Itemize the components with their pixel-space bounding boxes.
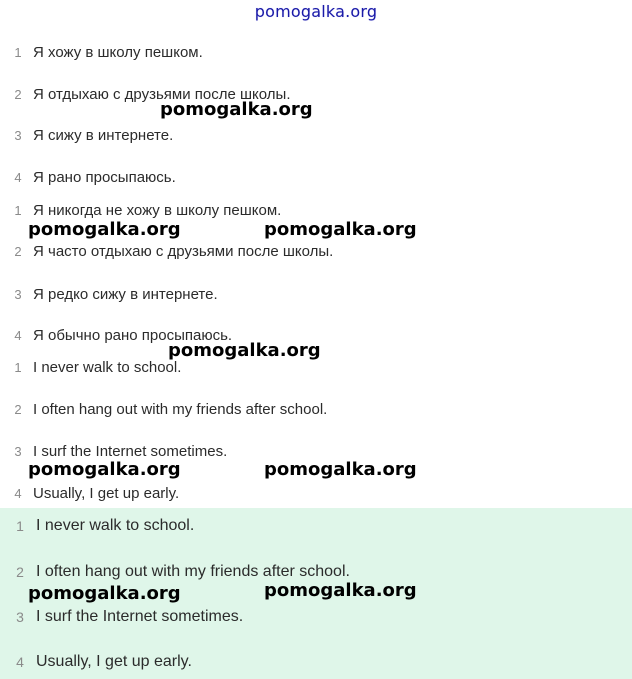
- list-item: [0, 83, 632, 105]
- list-item: [0, 166, 632, 188]
- item-text: Я обычно рано просыпаюсь.: [33, 326, 233, 344]
- item-number: 1: [16, 518, 24, 534]
- watermark: pomogalka.org: [168, 340, 321, 361]
- item-text: Я отдыхаю с друзьями после школы.: [33, 85, 291, 103]
- watermark: pomogalka.org: [264, 580, 417, 601]
- item-text: I surf the Internet sometimes.: [36, 608, 244, 625]
- item-text: Я никогда не хожу в школу пешком.: [33, 201, 282, 219]
- item-text: I often hang out with my friends after school.: [33, 400, 328, 418]
- item-text: Usually, I get up early.: [36, 653, 192, 670]
- list-item: [0, 199, 632, 221]
- watermark: pomogalka.org: [160, 99, 313, 120]
- item-number: 3: [14, 286, 22, 302]
- item-number: 2: [14, 401, 22, 417]
- item-text: Usually, I get up early.: [33, 484, 180, 502]
- list-item: [0, 515, 632, 537]
- list-item: [0, 240, 632, 262]
- item-text: I never walk to school.: [36, 517, 195, 534]
- item-number: 2: [16, 564, 24, 580]
- item-number: 2: [14, 86, 22, 102]
- watermark: pomogalka.org: [28, 219, 181, 240]
- list-item: [0, 482, 632, 504]
- item-number: 1: [14, 359, 22, 375]
- list-item: [0, 651, 632, 673]
- watermark: pomogalka.org: [264, 459, 417, 480]
- item-text: Я рано просыпаюсь.: [33, 168, 176, 186]
- item-text: I never walk to school.: [33, 358, 182, 376]
- watermark: pomogalka.org: [28, 459, 181, 480]
- item-number: 4: [14, 327, 22, 343]
- item-number: 3: [16, 609, 24, 625]
- list-item: [0, 398, 632, 420]
- item-text: Я хожу в школу пешком.: [33, 43, 203, 61]
- list-item: [0, 41, 632, 63]
- watermark: pomogalka.org: [264, 219, 417, 240]
- watermark: pomogalka.org: [28, 583, 181, 604]
- item-text: Я сижу в интернете.: [33, 126, 174, 144]
- item-text: I surf the Internet sometimes.: [33, 442, 228, 460]
- item-number: 1: [14, 202, 22, 218]
- item-text: Я часто отдыхаю с друзьями после школы.: [33, 242, 334, 260]
- item-text: Я редко сижу в интернете.: [33, 285, 218, 303]
- item-number: 2: [14, 243, 22, 259]
- watermark-top: pomogalka.org: [254, 2, 378, 21]
- item-number: 4: [14, 485, 22, 501]
- item-number: 1: [14, 44, 22, 60]
- list-item: [0, 606, 632, 628]
- item-number: 3: [14, 443, 22, 459]
- list-item: [0, 283, 632, 305]
- item-text: I often hang out with my friends after school.: [36, 563, 350, 580]
- item-number: 3: [14, 127, 22, 143]
- item-number: 4: [14, 169, 22, 185]
- item-number: 4: [16, 654, 24, 670]
- list-item: [0, 124, 632, 146]
